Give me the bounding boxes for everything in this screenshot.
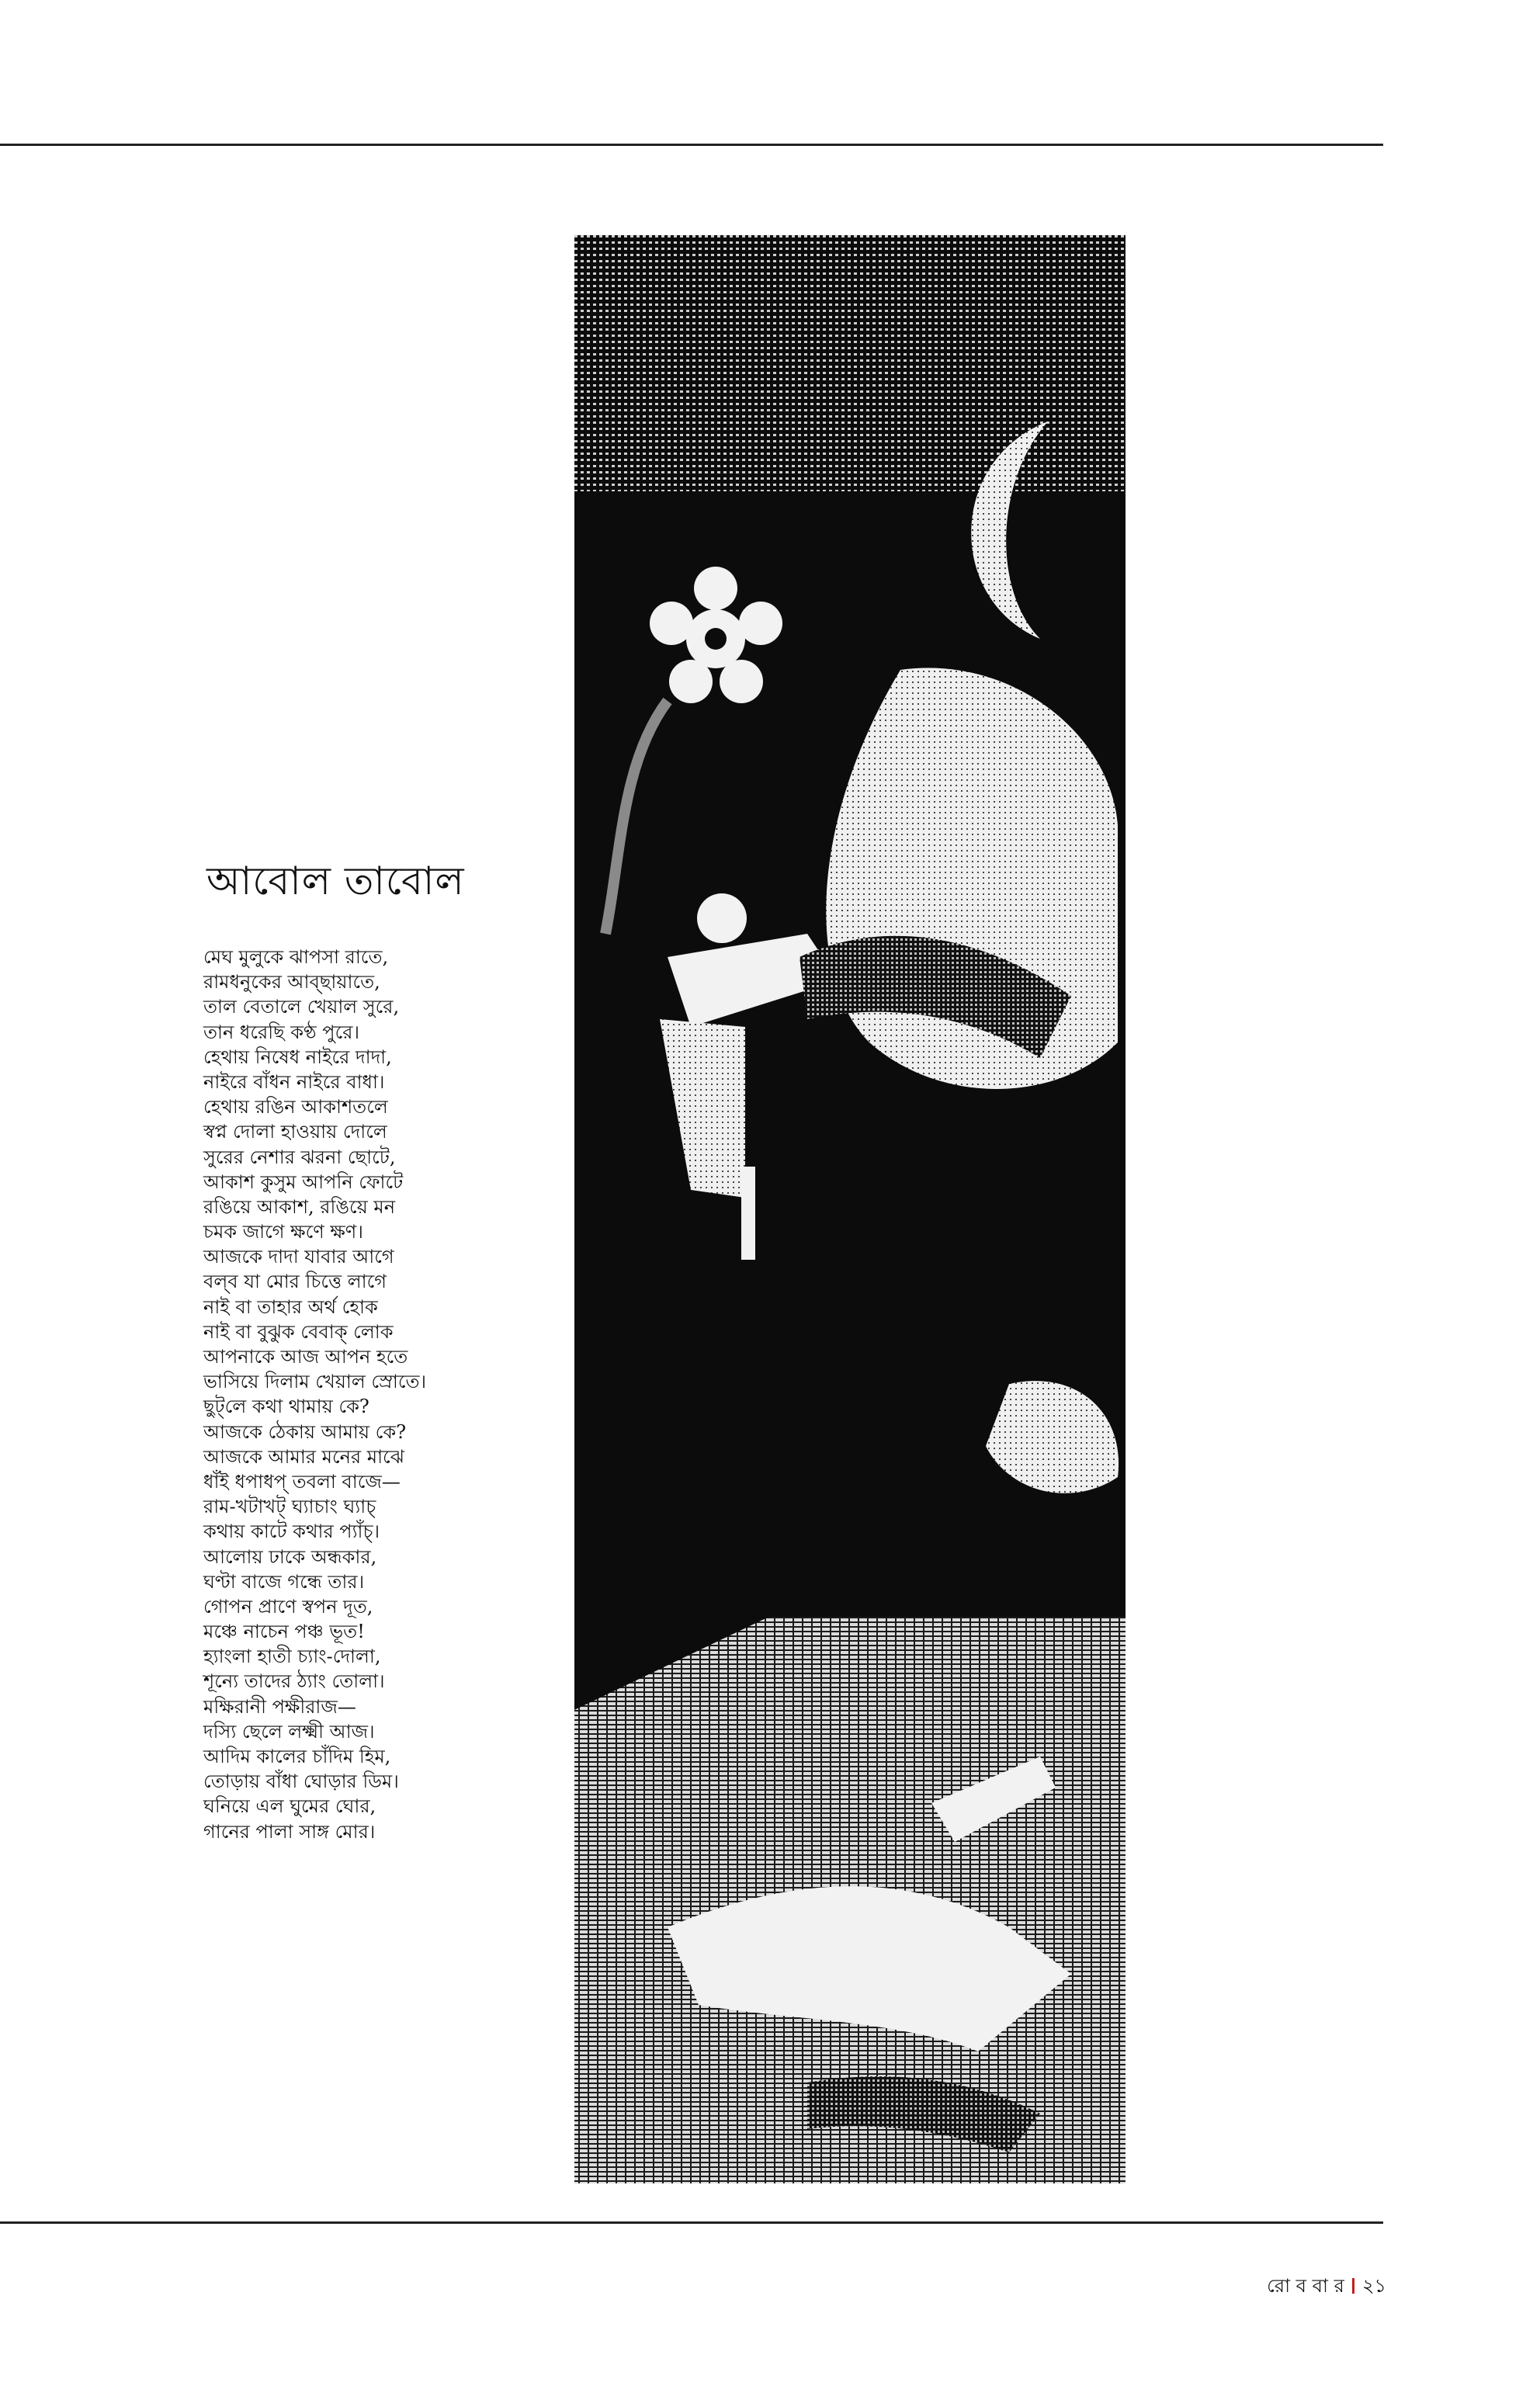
- poem-line: হেথায় নিষেধ নাইরে দাদা,: [203, 1046, 392, 1068]
- poem-line: গানের পালা সাঙ্গ মোর।: [203, 1820, 376, 1843]
- poem-block: [203, 858, 529, 1844]
- poem-line: ভাসিয়ে দিলাম খেয়াল স্রোতে।: [203, 1371, 427, 1393]
- poem-line: আজকে আমার মনের মাঝে: [203, 1445, 404, 1468]
- poem-line: আদিম কালের চাঁদিম হিম,: [203, 1746, 391, 1767]
- poem-line: নাইরে বাঁধন নাইরে বাধা।: [203, 1070, 385, 1093]
- illustration-svg: [574, 235, 1126, 2183]
- poem-line: আলোয় ঢাকে অন্ধকার,: [203, 1545, 377, 1568]
- bottom-rule: [0, 2221, 1383, 2224]
- poem-line: ঘণ্টা বাজে গন্ধে তার।: [203, 1570, 365, 1593]
- footer-divider: [1352, 2278, 1354, 2294]
- poem-line: বল্‌ব যা মোর চিত্তে লাগে: [203, 1271, 387, 1293]
- poem-line: আজকে ঠেকায় আমায় কে?: [203, 1420, 407, 1443]
- poem-line: আকাশ কুসুম আপনি ফোটে: [203, 1170, 404, 1193]
- poem-line: দস্যি ছেলে লক্ষ্মী আজ।: [203, 1720, 375, 1743]
- poem-line: রঙিয়ে আকাশ, রঙিয়ে মন: [203, 1195, 396, 1218]
- poem-line: নাই বা তাহার অর্থ হোক: [203, 1295, 378, 1318]
- page-footer: [1267, 2274, 1386, 2298]
- poem-line: মঞ্চে নাচেন পঞ্চ ভূত!: [203, 1621, 365, 1643]
- poem-lines: [203, 945, 529, 1844]
- poem-line: কথায় কাটে কথার প্যাঁচ্‌।: [203, 1521, 380, 1543]
- poem-line: নাই বা বুঝুক বেবাক্‌ লোক: [203, 1320, 394, 1343]
- poem-line: মেঘ মুলুকে ঝাপসা রাতে,: [203, 946, 389, 968]
- poem-line: হ্যাংলা হাতী চ্যাং-দোলা,: [203, 1646, 381, 1668]
- poem-line: তান ধরেছি কণ্ঠ পুরে।: [203, 1021, 360, 1043]
- magazine-name: রো ব বা র: [1267, 2275, 1344, 2297]
- texture-top: [574, 235, 1126, 491]
- poem-line: ঘনিয়ে এল ঘুমের ঘোর,: [203, 1795, 376, 1818]
- poem-line: হেথায় রঙিন আকাশতলে: [203, 1096, 388, 1118]
- page-number: ২১: [1361, 2275, 1386, 2297]
- poem-title: আবোল তাবোল: [206, 858, 465, 903]
- poem-line: শূন্যে তাদের ঠ্যাং তোলা।: [203, 1670, 385, 1693]
- top-rule: [0, 144, 1383, 146]
- poem-line: ধাঁই ধপাধপ্‌ তবলা বাজে—: [203, 1470, 401, 1493]
- poem-line: মক্ষিরানী পক্ষীরাজ—: [203, 1695, 356, 1718]
- poem-line: তোড়ায় বাঁধা ঘোড়ার ডিম।: [203, 1770, 399, 1793]
- poem-line: রামধনুকের আব্‌ছায়াতে,: [203, 971, 380, 994]
- halftone-illustration: [574, 235, 1126, 2183]
- poem-line: সুরের নেশার ঝরনা ছোটে,: [203, 1146, 396, 1168]
- poem-line: স্বপ্ন দোলা হাওয়ায় দোলে: [203, 1121, 387, 1143]
- poem-line: আজকে দাদা যাবার আগে: [203, 1246, 394, 1268]
- poem-line: তাল বেতালে খেয়াল সুরে,: [203, 996, 400, 1018]
- poem-line: গোপন প্রাণে স্বপন দূত,: [203, 1595, 373, 1618]
- poem-line: রাম-খটাখট্‌ ঘ্যাচাং ঘ্যাচ্‌: [203, 1496, 376, 1518]
- poem-line: আপনাকে আজ আপন হতে: [203, 1346, 408, 1368]
- poem-line: ছুট্‌লে কথা থামায় কে?: [203, 1396, 369, 1418]
- poem-line: চমক জাগে ক্ষণে ক্ষণ।: [203, 1221, 363, 1243]
